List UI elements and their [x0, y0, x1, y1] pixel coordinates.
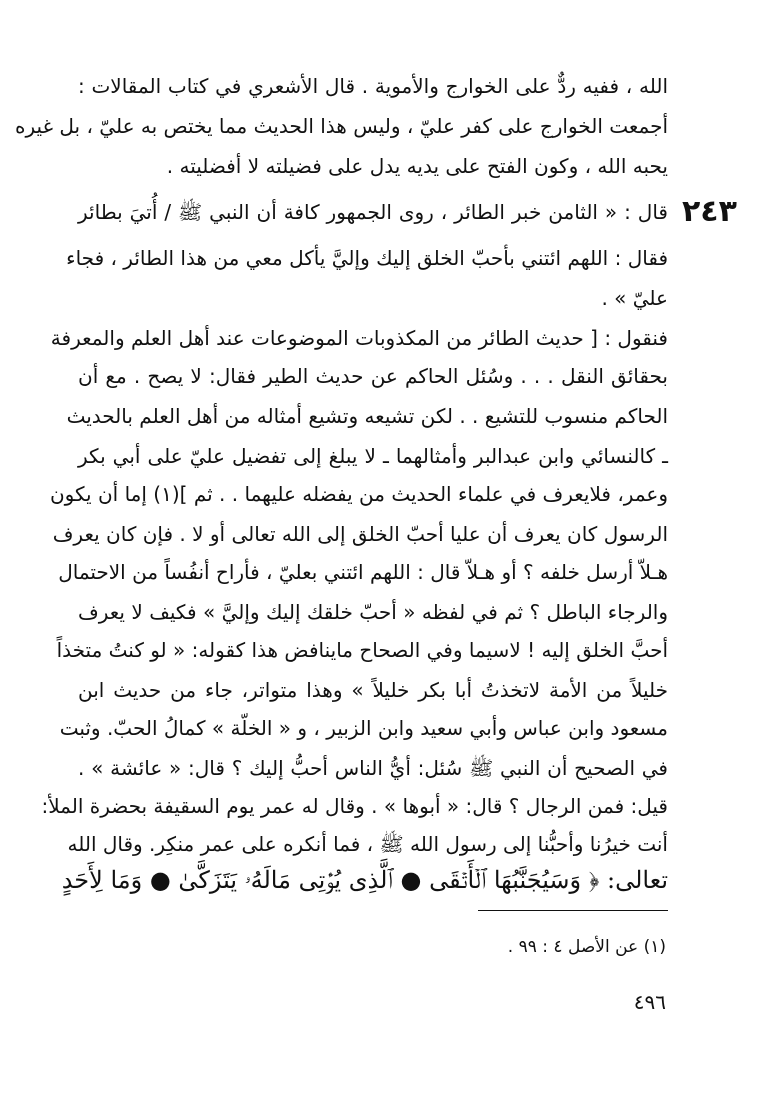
text-line: في الصحيح أن النبي ﷺ سُئل: أيُّ الناس أحبُّ إليك ؟ قال: « عائشة » . [78, 756, 668, 780]
footnote-divider [478, 910, 668, 911]
quran-verse-line: تعالى: ﴿ وَسَيُجَنَّبُهَا ٱلۡأَتۡقَى ● ٱلَّذِى يُؤۡتِى مَالَهُۥ يَتَزَكَّىٰ ● وَمَا لِأَحَدٍ [61, 866, 668, 894]
text-line: بحقائق النقل . . . وسُئل الحاكم عن حديث الطير فقال: لا يصح . مع أن [78, 364, 668, 388]
page-number: ٤٩٦ [633, 990, 666, 1014]
text-line: فقال : اللهم ائتني بأحبّ الخلق إليك وإليَّ يأكل معي من هذا الطائر ، فجاء [66, 246, 668, 270]
text-line: فنقول : [ حديث الطائر من المكذوبات الموضوعات عند أهل العلم والمعرفة [50, 326, 668, 350]
text-line: أحبَّ الخلق إليه ! لاسيما وفي الصحاح ماينافض هذا كقوله: « لو كنتُ متخذاً [56, 638, 668, 662]
text-line: يحبه الله ، وكون الفتح على يديه يدل على فضيلته لا أفضليته . [166, 154, 668, 178]
text-line: مسعود وابن عباس وأبي سعيد وابن الزبير ، و « الخلّة » كمالُ الحبّ. وثبت [59, 716, 668, 740]
text-line: أجمعت الخوارج على كفر عليّ ، وليس هذا الحديث مما يختص به عليّ ، بل غيره [15, 114, 668, 138]
text-line: الله ، ففيه ردٌّ على الخوارج والأموية . قال الأشعري في كتاب المقالات : [78, 74, 668, 98]
footnote: (١) عن الأصل ٤ : ٩٩ . [507, 937, 666, 957]
text-line: عليّ » . [601, 286, 668, 310]
text-line: وعمر، فلايعرف في علماء الحديث من يفضله عليهما . . ثم ](١) إما أن يكون [49, 482, 668, 506]
text-line: هـلاّ أرسل خلفه ؟ أو هـلاّ قال : اللهم ائتني بعليّ ، فأراح أنفُساً من الاحتمال [58, 560, 668, 584]
text-line: خليلاً من الأمة لاتخذتُ أبا بكر خليلاً » وهذا متواتر، جاء من حديث ابن [78, 678, 668, 702]
marginal-page-number: ٢٤٣ [682, 194, 737, 229]
text-line: أنت خيرُنا وأحبُّنا إلى رسول الله ﷺ ، فما أنكره على عمر منكِر. وقال الله [67, 832, 668, 856]
text-line: قال : « الثامن خبر الطائر ، روى الجمهور كافة أن النبي ﷺ / أُتيَ بطائر [78, 200, 668, 224]
text-line: الحاكم منسوب للتشيع . . لكن تشيعه وتشيع أمثاله من أهل العلم بالحديث [66, 404, 668, 428]
text-line: والرجاء الباطل ؟ ثم في لفظه « أحبّ خلقك إليك وإليَّ » فكيف لا يعرف [78, 600, 668, 624]
text-line: ـ كالنسائي وابن عبدالبر وأمثالهما ـ لا يبلغ إلى تفضيل عليّ على أبي بكر [78, 444, 668, 468]
text-line: الرسول كان يعرف أن عليا أحبّ الخلق إلى الله تعالى أو لا . فإن كان يعرف [52, 522, 668, 546]
text-line: قيل: فمن الرجال ؟ قال: « أبوها » . وقال له عمر يوم السقيفة بحضرة الملأ: [41, 794, 668, 818]
